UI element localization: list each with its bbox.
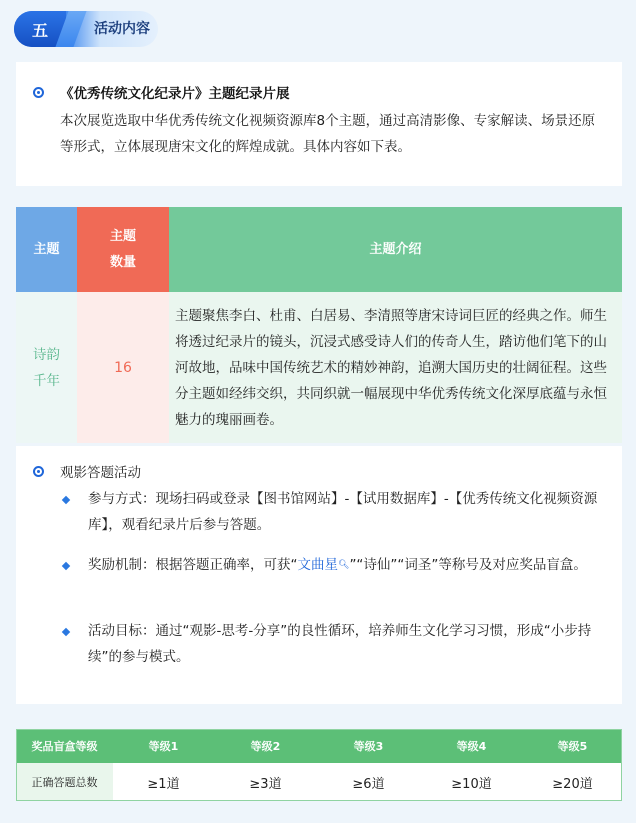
count-header — [77, 207, 169, 292]
theme-cell: 诗韵千年 — [33, 346, 60, 389]
documentary-exhibit-body: 本次展览选取中华优秀传统文化视频资源库8个主题，通过高清影像、专家解读、场景还原等形式，立体展现唐宋文化的辉煌成就。具体内容如下表。 — [60, 113, 596, 155]
radio-bullet-icon — [33, 87, 44, 98]
section-title: 活动内容 — [94, 21, 150, 37]
list-item-participation: 参与方式：现场扫码或登录【图书馆网站】-【试用数据库】-【优秀传统文化视频资源库】，观看纪录片后参与答题。 — [88, 491, 598, 533]
radio-bullet-icon — [33, 466, 44, 477]
reward-header-level2: 等级2 — [214, 729, 317, 763]
reward-row-label: 正确答题总数 — [16, 763, 113, 801]
intro-header: 主题介绍 — [169, 207, 622, 292]
quiz-activity-title: 观影答题活动 — [60, 465, 141, 481]
reward-table — [16, 729, 622, 801]
reward-cell-level2: ≥3道 — [214, 763, 317, 801]
reward-header-level4: 等级4 — [420, 729, 523, 763]
reward-cell-level3: ≥6道 — [317, 763, 420, 801]
reward-header-level3: 等级3 — [317, 729, 420, 763]
reward-header-level5: 等级5 — [523, 729, 622, 763]
wenquxing-link[interactable]: 文曲星 — [297, 557, 338, 573]
intro-cell: 主题聚焦李白、杜甫、白居易、李清照等唐宋诗词巨匠的经典之作。师生将透过纪录片的镜头，沉浸式感受诗人们的传奇人生，踏访他们笔下的山河故地，品味中国传统艺术的精妙神韵，追溯大国历史的壮阔征程。这些分主题如经纬交织，共同织就一幅展现中华优秀传统文化深厚底蕴与永恒魅力的瑰丽画卷。 — [169, 292, 622, 443]
rewards-suffix: ”“诗仙”“词圣”等称号及对应奖品盲盒。 — [349, 557, 587, 573]
reward-header-label: 奖品盲盒等级 — [16, 729, 113, 763]
documentary-exhibit-title: 《优秀传统文化纪录片》主题纪录片展 — [60, 86, 290, 102]
list-item-goal: 活动目标：通过“观影-思考-分享”的良性循环，培养师生文化学习习惯，形成“小步持续”的参与模式。 — [88, 623, 592, 665]
theme-table — [16, 207, 622, 443]
theme-header: 主题 — [16, 207, 77, 292]
reward-cell-level5: ≥20道 — [523, 763, 622, 801]
section-number: 五 — [14, 11, 66, 47]
section-header — [14, 11, 158, 47]
search-icon[interactable]: 🔍︎ — [338, 560, 350, 570]
reward-cell-level4: ≥10道 — [420, 763, 523, 801]
rewards-prefix: 奖励机制：根据答题正确率，可获“ — [88, 557, 298, 573]
reward-header-level1: 等级1 — [113, 729, 214, 763]
count-header-label: 主题数量 — [109, 228, 136, 270]
table-row-theme — [16, 292, 77, 443]
count-cell: 16 — [77, 292, 169, 443]
list-item-rewards — [88, 552, 610, 578]
reward-cell-level1: ≥1道 — [113, 763, 214, 801]
